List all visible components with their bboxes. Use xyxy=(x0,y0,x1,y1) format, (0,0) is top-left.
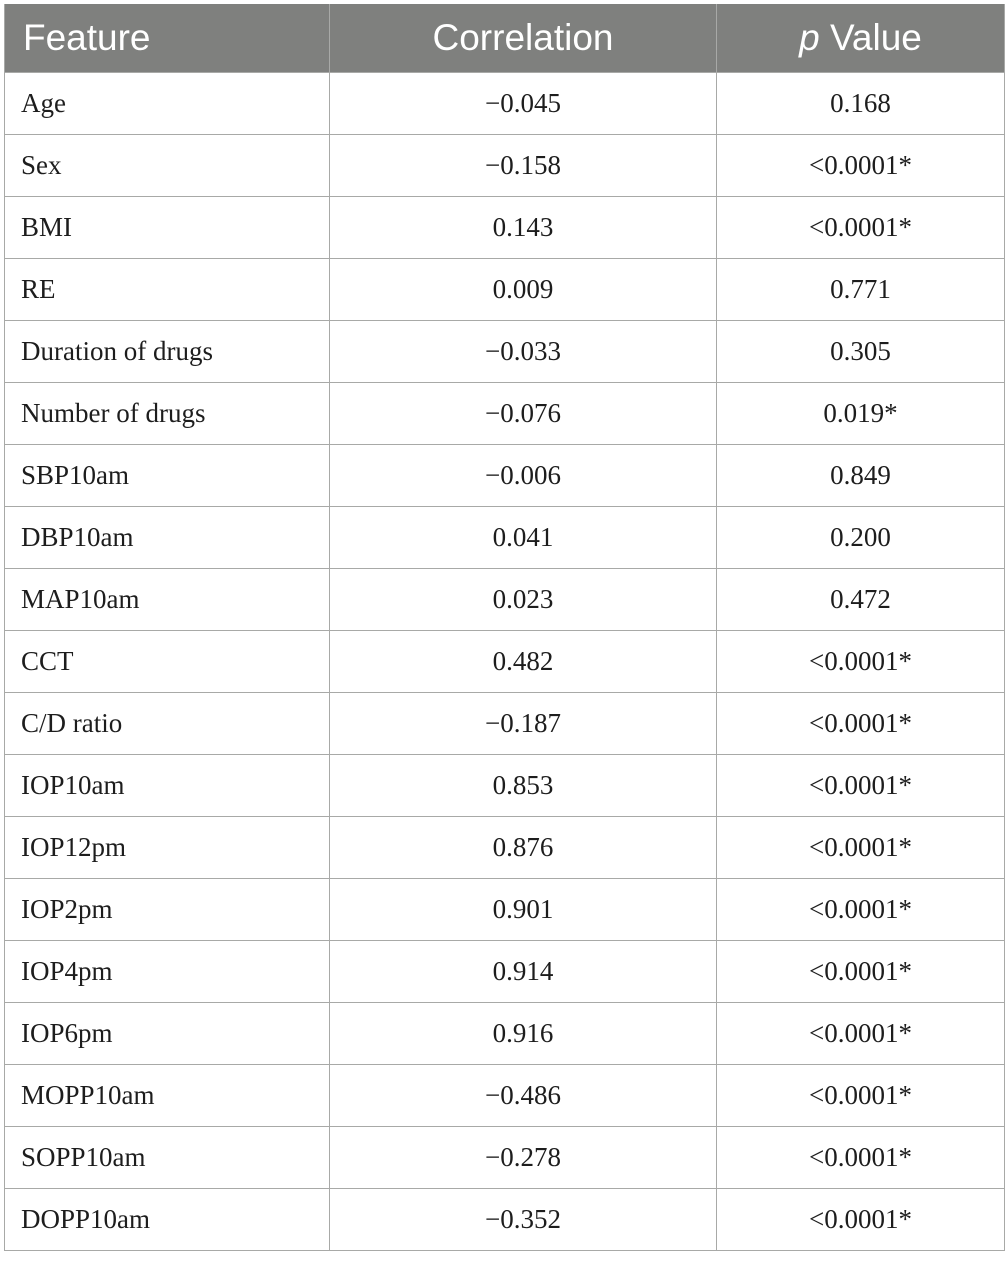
table-row xyxy=(5,1003,1005,1065)
cell-p-value: <0.0001* xyxy=(717,1003,1005,1065)
table-row xyxy=(5,383,1005,445)
header-correlation: Correlation xyxy=(330,4,717,73)
cell-feature: Sex xyxy=(5,135,330,197)
table-row xyxy=(5,1127,1005,1189)
table-row xyxy=(5,259,1005,321)
cell-p-value: 0.168 xyxy=(717,73,1005,135)
cell-feature: MOPP10am xyxy=(5,1065,330,1127)
cell-feature: C/D ratio xyxy=(5,693,330,755)
cell-p-value: 0.200 xyxy=(717,507,1005,569)
table-row xyxy=(5,569,1005,631)
cell-correlation: −0.033 xyxy=(330,321,717,383)
cell-correlation: 0.009 xyxy=(330,259,717,321)
header-row xyxy=(5,4,1005,73)
cell-p-value: 0.849 xyxy=(717,445,1005,507)
cell-p-value: <0.0001* xyxy=(717,1189,1005,1251)
cell-p-value: 0.019* xyxy=(717,383,1005,445)
cell-correlation: −0.187 xyxy=(330,693,717,755)
cell-feature: MAP10am xyxy=(5,569,330,631)
header-p-value xyxy=(717,4,1005,73)
cell-feature: IOP6pm xyxy=(5,1003,330,1065)
cell-correlation: −0.486 xyxy=(330,1065,717,1127)
table-row xyxy=(5,1065,1005,1127)
cell-correlation: 0.853 xyxy=(330,755,717,817)
table-row xyxy=(5,321,1005,383)
cell-feature: Duration of drugs xyxy=(5,321,330,383)
cell-p-value: <0.0001* xyxy=(717,817,1005,879)
table-row xyxy=(5,941,1005,1003)
cell-feature: DBP10am xyxy=(5,507,330,569)
cell-feature: BMI xyxy=(5,197,330,259)
cell-feature: RE xyxy=(5,259,330,321)
table-row xyxy=(5,73,1005,135)
cell-correlation: −0.278 xyxy=(330,1127,717,1189)
cell-feature: DOPP10am xyxy=(5,1189,330,1251)
cell-feature: IOP2pm xyxy=(5,879,330,941)
correlation-table-container xyxy=(4,4,1004,1251)
cell-correlation: 0.023 xyxy=(330,569,717,631)
cell-feature: SOPP10am xyxy=(5,1127,330,1189)
table-row xyxy=(5,879,1005,941)
table-row xyxy=(5,1189,1005,1251)
cell-p-value: <0.0001* xyxy=(717,879,1005,941)
cell-feature: IOP10am xyxy=(5,755,330,817)
cell-p-value: <0.0001* xyxy=(717,631,1005,693)
table-body xyxy=(5,73,1005,1251)
table-row xyxy=(5,755,1005,817)
table-row xyxy=(5,507,1005,569)
cell-p-value: 0.305 xyxy=(717,321,1005,383)
header-p-symbol: p xyxy=(799,17,820,58)
cell-feature: IOP4pm xyxy=(5,941,330,1003)
cell-correlation: 0.041 xyxy=(330,507,717,569)
table-row xyxy=(5,197,1005,259)
cell-feature: CCT xyxy=(5,631,330,693)
cell-correlation: 0.914 xyxy=(330,941,717,1003)
table-row xyxy=(5,445,1005,507)
cell-p-value: <0.0001* xyxy=(717,1127,1005,1189)
table-row xyxy=(5,693,1005,755)
cell-correlation: 0.876 xyxy=(330,817,717,879)
cell-feature: IOP12pm xyxy=(5,817,330,879)
cell-p-value: <0.0001* xyxy=(717,135,1005,197)
header-feature: Feature xyxy=(5,4,330,73)
table-row xyxy=(5,817,1005,879)
cell-p-value: <0.0001* xyxy=(717,1065,1005,1127)
cell-correlation: 0.143 xyxy=(330,197,717,259)
cell-p-value: <0.0001* xyxy=(717,941,1005,1003)
table-header xyxy=(5,4,1005,73)
cell-correlation: −0.006 xyxy=(330,445,717,507)
correlation-table xyxy=(4,4,1005,1251)
cell-p-value: <0.0001* xyxy=(717,693,1005,755)
cell-feature: Age xyxy=(5,73,330,135)
table-row xyxy=(5,135,1005,197)
cell-correlation: −0.158 xyxy=(330,135,717,197)
cell-correlation: 0.901 xyxy=(330,879,717,941)
table-row xyxy=(5,631,1005,693)
cell-correlation: −0.045 xyxy=(330,73,717,135)
cell-feature: SBP10am xyxy=(5,445,330,507)
cell-feature: Number of drugs xyxy=(5,383,330,445)
cell-correlation: −0.076 xyxy=(330,383,717,445)
header-p-label: Value xyxy=(819,17,922,58)
cell-p-value: <0.0001* xyxy=(717,755,1005,817)
cell-p-value: 0.472 xyxy=(717,569,1005,631)
cell-correlation: 0.916 xyxy=(330,1003,717,1065)
cell-correlation: −0.352 xyxy=(330,1189,717,1251)
cell-correlation: 0.482 xyxy=(330,631,717,693)
cell-p-value: 0.771 xyxy=(717,259,1005,321)
cell-p-value: <0.0001* xyxy=(717,197,1005,259)
